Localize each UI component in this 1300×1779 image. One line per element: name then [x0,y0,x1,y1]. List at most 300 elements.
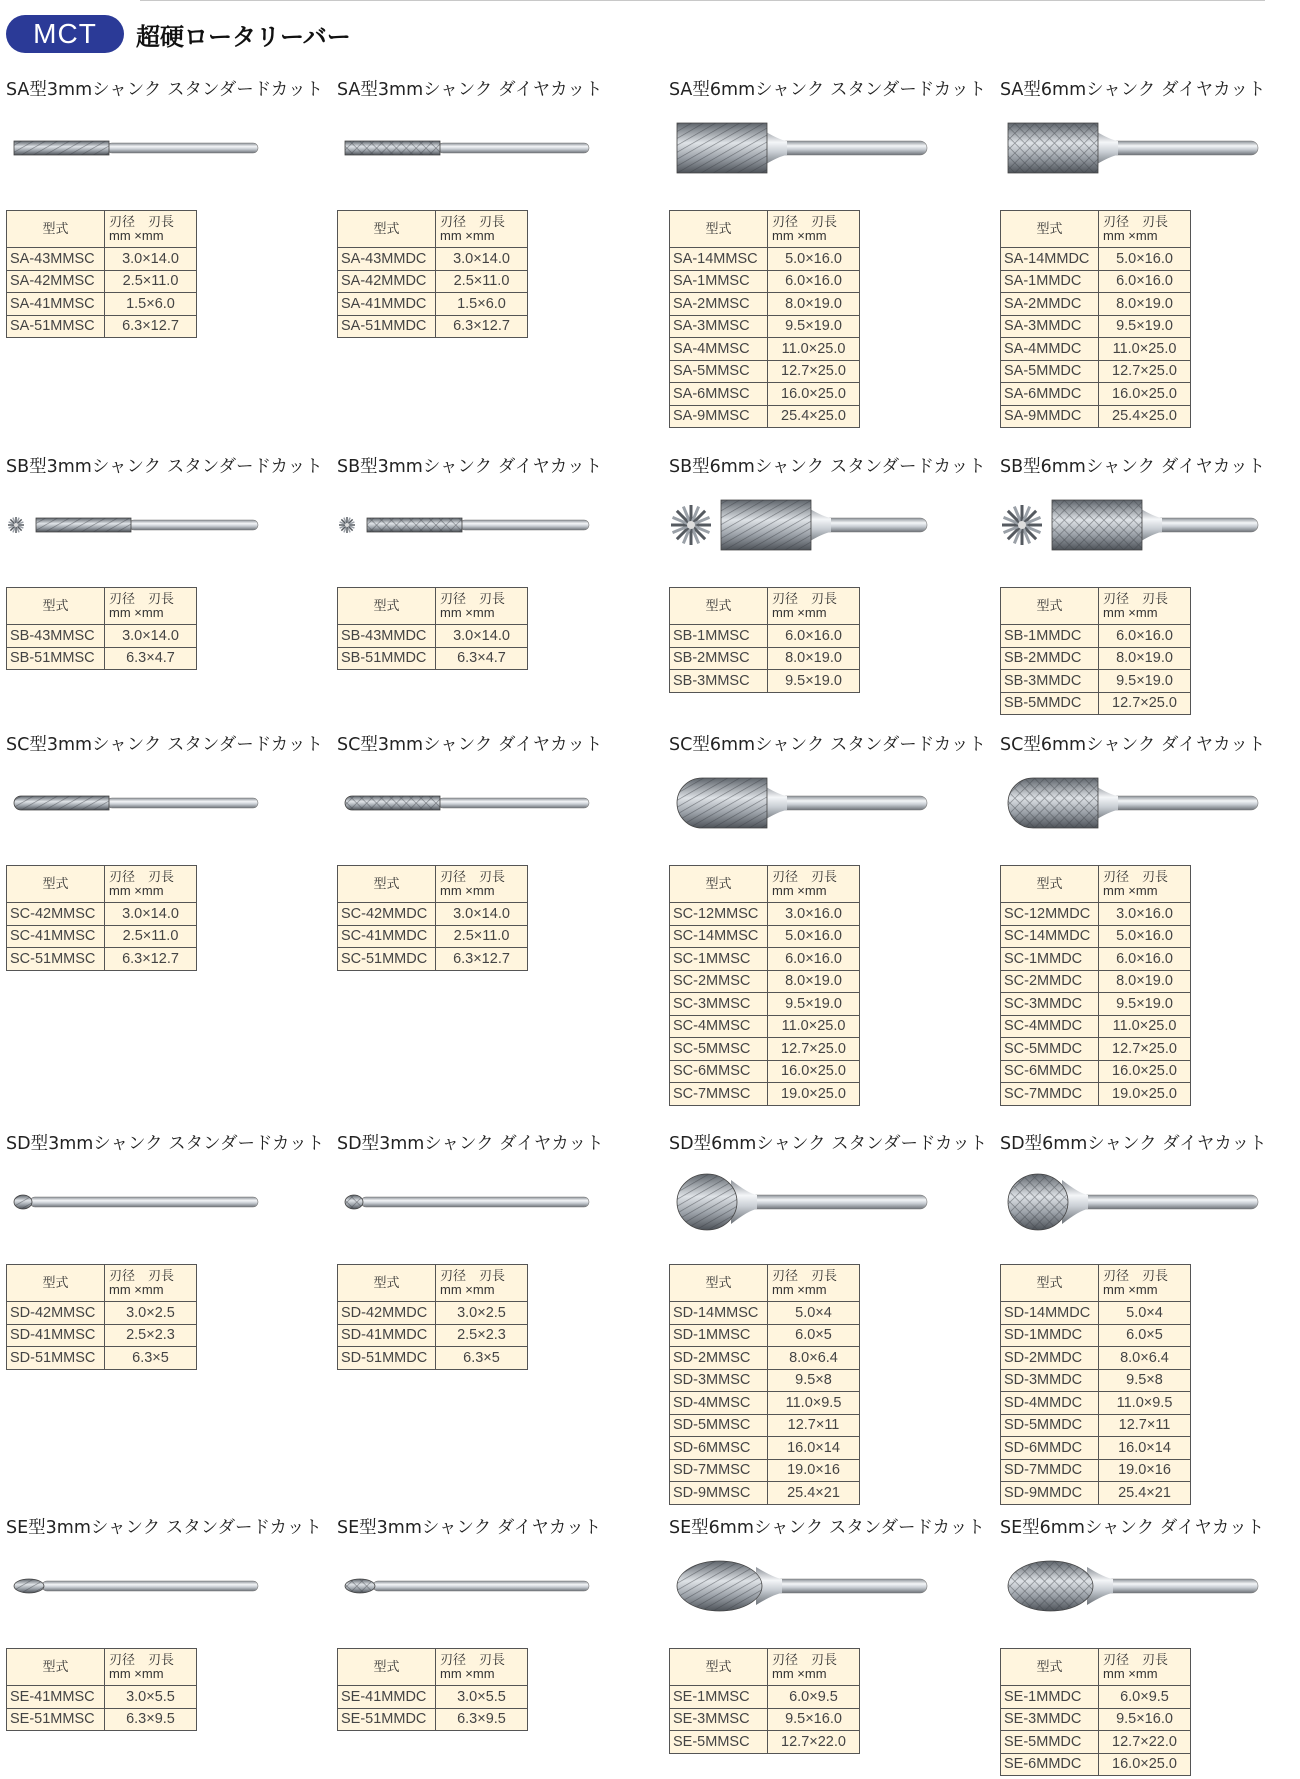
model-number: SA-2MMDC [1001,293,1099,316]
product-section-sb-6mm-standard [669,455,986,689]
spec-table [1000,587,1191,715]
section-title: SD型6mmシャンク ダイヤカット [1000,1134,1267,1154]
model-number: SD-9MMDC [1001,1482,1099,1505]
section-title: SA型6mmシャンク スタンダードカット [669,80,987,100]
rotary-burr-icon [6,108,296,194]
model-number: SC-7MMSC [670,1083,768,1106]
model-number: SC-4MMDC [1001,1015,1099,1038]
table-header-row [7,1265,197,1302]
dimension-value: 12.7×22.0 [768,1731,860,1754]
dimension-value: 9.5×19.0 [768,670,860,693]
model-number: SB-51MMSC [7,647,105,670]
section-title: SB型3mmシャンク ダイヤカット [337,457,603,477]
header-dim-top: 刃径 刃長 [1103,1652,1169,1667]
dimension-value: 8.0×6.4 [768,1347,860,1370]
model-number: SE-5MMSC [670,1731,768,1754]
dimension-value: 25.4×21 [768,1482,860,1505]
table-row [1001,948,1191,971]
header-dim-top: 刃径 刃長 [1103,1268,1169,1283]
product-section-se-6mm-standard [669,1516,985,1750]
dimension-value: 19.0×25.0 [768,1083,860,1106]
model-number: SA-51MMSC [7,315,105,338]
rotary-burr-icon [1000,763,1290,849]
header-model: 型式 [670,588,768,625]
dimension-value: 3.0×14.0 [436,903,528,926]
tool-photo [1000,763,1300,849]
model-number: SC-42MMSC [7,903,105,926]
header-model: 型式 [338,211,436,248]
table-header-row [338,211,528,248]
model-number: SB-43MMDC [338,625,436,648]
table-row [7,1302,197,1325]
header-dim-top: 刃径 刃長 [1103,869,1169,884]
dimension-value: 5.0×16.0 [1099,925,1191,948]
dimension-value: 5.0×4 [768,1302,860,1325]
spec-table [6,1648,197,1731]
spec-table [6,210,197,338]
table-row [1001,383,1191,406]
rotary-burr-icon [669,485,959,571]
header-dim-top: 刃径 刃長 [109,869,175,884]
spec-table [337,210,528,338]
dimension-value: 8.0×19.0 [1099,970,1191,993]
section-title: SA型3mmシャンク スタンダードカット [6,80,324,100]
header-dim-top: 刃径 刃長 [1103,591,1169,606]
product-section-sc-6mm-standard [669,733,987,1102]
header-dimensions [768,1265,860,1302]
dimension-value: 2.5×11.0 [436,270,528,293]
table-row [670,1437,860,1460]
dimension-value: 12.7×25.0 [1099,360,1191,383]
table-header-row [670,211,860,248]
rotary-burr-icon [669,108,959,194]
model-number: SC-42MMDC [338,903,436,926]
table-row [1001,1686,1191,1709]
header-dim-bottom: mm ×mm [109,605,164,620]
model-number: SC-12MMSC [670,903,768,926]
rotary-burr-icon [669,763,959,849]
header-dimensions [1099,1649,1191,1686]
header-dim-top: 刃径 刃長 [440,591,506,606]
dimension-value: 8.0×19.0 [768,970,860,993]
header-dim-bottom: mm ×mm [772,883,827,898]
dimension-value: 9.5×19.0 [768,993,860,1016]
model-number: SB-1MMDC [1001,625,1099,648]
header-dimensions [1099,588,1191,625]
table-row [670,1015,860,1038]
tool-photo [669,763,969,849]
product-section-sd-6mm-standard [669,1132,988,1501]
dimension-value: 16.0×25.0 [1099,1060,1191,1083]
table-row [670,625,860,648]
model-number: SA-6MMSC [670,383,768,406]
table-row [670,405,860,428]
tool-photo [1000,108,1300,194]
table-row [670,1060,860,1083]
model-number: SA-1MMSC [670,270,768,293]
header-dimensions [768,588,860,625]
model-number: SA-42MMSC [7,270,105,293]
dimension-value: 3.0×5.5 [436,1686,528,1709]
tool-photo [337,1546,637,1632]
spec-table [337,865,528,971]
tool-photo [1000,485,1300,571]
header-dimensions [768,211,860,248]
header-model: 型式 [670,1649,768,1686]
header-dim-bottom: mm ×mm [109,1666,164,1681]
model-number: SC-2MMSC [670,970,768,993]
dimension-value: 3.0×16.0 [768,903,860,926]
dimension-value: 11.0×9.5 [1099,1392,1191,1415]
tool-photo [669,485,969,571]
spec-table [669,865,860,1106]
model-number: SE-3MMSC [670,1708,768,1731]
model-number: SD-6MMDC [1001,1437,1099,1460]
header-model: 型式 [7,211,105,248]
dimension-value: 1.5×6.0 [105,293,197,316]
model-number: SA-4MMDC [1001,338,1099,361]
model-number: SA-5MMSC [670,360,768,383]
table-row [670,1392,860,1415]
model-number: SA-9MMSC [670,405,768,428]
product-section-sa-3mm-standard [6,78,324,335]
dimension-value: 6.0×9.5 [768,1686,860,1709]
table-row [1001,1369,1191,1392]
spec-table [1000,210,1191,428]
dimension-value: 6.0×5 [768,1324,860,1347]
model-number: SB-3MMSC [670,670,768,693]
model-number: SD-5MMDC [1001,1414,1099,1437]
page-header [6,14,351,54]
model-number: SC-1MMSC [670,948,768,971]
model-number: SD-2MMDC [1001,1347,1099,1370]
model-number: SE-1MMSC [670,1686,768,1709]
dimension-value: 3.0×16.0 [1099,903,1191,926]
table-row [7,315,197,338]
dimension-value: 12.7×22.0 [1099,1731,1191,1754]
table-row [1001,360,1191,383]
product-section-se-3mm-diamond [337,1516,637,1728]
dimension-value: 6.0×9.5 [1099,1686,1191,1709]
table-row [338,625,528,648]
table-row [670,1324,860,1347]
table-row [1001,1482,1191,1505]
model-number: SC-14MMDC [1001,925,1099,948]
table-row [670,970,860,993]
table-row [1001,1392,1191,1415]
table-row [338,1708,528,1731]
model-number: SC-41MMDC [338,925,436,948]
table-row [7,625,197,648]
section-title: SB型3mmシャンク スタンダードカット [6,457,323,477]
header-dim-bottom: mm ×mm [109,228,164,243]
model-number: SB-51MMDC [338,647,436,670]
dimension-value: 1.5×6.0 [436,293,528,316]
tool-photo [337,1162,637,1248]
dimension-value: 12.7×25.0 [768,1038,860,1061]
model-number: SC-5MMDC [1001,1038,1099,1061]
tool-photo [669,108,969,194]
model-number: SB-2MMDC [1001,647,1099,670]
model-number: SC-3MMSC [670,993,768,1016]
model-number: SC-2MMDC [1001,970,1099,993]
dimension-value: 8.0×19.0 [768,647,860,670]
table-header-row [7,588,197,625]
model-number: SE-41MMSC [7,1686,105,1709]
section-title: SA型6mmシャンク ダイヤカット [1000,80,1266,100]
model-number: SB-3MMDC [1001,670,1099,693]
table-header-row [338,588,528,625]
spec-table [337,587,528,670]
model-number: SA-14MMDC [1001,248,1099,271]
tool-photo [337,763,637,849]
table-row [1001,903,1191,926]
dimension-value: 12.7×11 [768,1414,860,1437]
dimension-value: 12.7×25.0 [768,360,860,383]
table-row [670,948,860,971]
model-number: SD-42MMDC [338,1302,436,1325]
model-number: SC-51MMDC [338,948,436,971]
header-dim-bottom: mm ×mm [440,605,495,620]
dimension-value: 3.0×14.0 [436,248,528,271]
tool-photo [337,108,637,194]
section-title: SA型3mmシャンク ダイヤカット [337,80,603,100]
header-model: 型式 [1001,1265,1099,1302]
header-dim-bottom: mm ×mm [440,883,495,898]
model-number: SD-4MMSC [670,1392,768,1415]
dimension-value: 9.5×19.0 [768,315,860,338]
section-title: SE型3mmシャンク ダイヤカット [337,1518,602,1538]
header-dim-top: 刃径 刃長 [440,214,506,229]
dimension-value: 8.0×19.0 [1099,647,1191,670]
model-number: SD-7MMDC [1001,1459,1099,1482]
rotary-burr-icon [337,1546,627,1632]
table-row [1001,405,1191,428]
spec-table [1000,1264,1191,1505]
table-header-row [1001,211,1191,248]
model-number: SE-6MMDC [1001,1753,1099,1776]
dimension-value: 12.7×25.0 [1099,692,1191,715]
table-row [338,1302,528,1325]
model-number: SA-14MMSC [670,248,768,271]
dimension-value: 6.0×16.0 [1099,948,1191,971]
dimension-value: 11.0×25.0 [1099,1015,1191,1038]
table-row [1001,248,1191,271]
tool-photo [6,1546,306,1632]
table-row [1001,1347,1191,1370]
model-number: SC-6MMSC [670,1060,768,1083]
section-title: SB型6mmシャンク スタンダードカット [669,457,986,477]
rotary-burr-icon [6,1162,296,1248]
table-row [338,248,528,271]
dimension-value: 6.3×4.7 [105,647,197,670]
table-row [1001,1731,1191,1754]
spec-table [669,1264,860,1505]
dimension-value: 16.0×25.0 [1099,1753,1191,1776]
header-dim-bottom: mm ×mm [109,883,164,898]
model-number: SC-14MMSC [670,925,768,948]
table-header-row [1001,1265,1191,1302]
model-number: SE-51MMDC [338,1708,436,1731]
model-number: SD-9MMSC [670,1482,768,1505]
model-number: SA-43MMSC [7,248,105,271]
table-row [670,1459,860,1482]
dimension-value: 2.5×11.0 [105,270,197,293]
dimension-value: 19.0×25.0 [1099,1083,1191,1106]
model-number: SA-3MMSC [670,315,768,338]
header-dimensions [105,866,197,903]
dimension-value: 6.3×9.5 [105,1708,197,1731]
header-model: 型式 [338,866,436,903]
section-title: SB型6mmシャンク ダイヤカット [1000,457,1266,477]
dimension-value: 3.0×2.5 [105,1302,197,1325]
header-dimensions [436,866,528,903]
table-row [338,270,528,293]
table-row [670,248,860,271]
rotary-burr-icon [1000,485,1290,571]
header-dimensions [1099,1265,1191,1302]
table-row [338,293,528,316]
model-number: SD-3MMSC [670,1369,768,1392]
model-number: SE-1MMDC [1001,1686,1099,1709]
table-row [1001,970,1191,993]
section-title: SC型6mmシャンク スタンダードカット [669,735,987,755]
header-dimensions [1099,866,1191,903]
dimension-value: 8.0×6.4 [1099,1347,1191,1370]
dimension-value: 6.3×9.5 [436,1708,528,1731]
table-row [7,270,197,293]
header-dim-bottom: mm ×mm [440,1666,495,1681]
rotary-burr-icon [6,763,296,849]
dimension-value: 6.3×5 [436,1347,528,1370]
table-row [1001,993,1191,1016]
dimension-value: 11.0×25.0 [1099,338,1191,361]
rotary-burr-icon [337,1162,627,1248]
page-title: 超硬ロータリーバー [136,22,351,51]
dimension-value: 9.5×19.0 [1099,670,1191,693]
header-dimensions [436,588,528,625]
header-dim-bottom: mm ×mm [440,1282,495,1297]
model-number: SA-42MMDC [338,270,436,293]
spec-table [1000,1648,1191,1776]
model-number: SD-14MMDC [1001,1302,1099,1325]
spec-table [1000,865,1191,1106]
table-row [338,315,528,338]
model-number: SA-51MMDC [338,315,436,338]
dimension-value: 11.0×25.0 [768,1015,860,1038]
tool-photo [6,1162,306,1248]
tool-photo [6,485,306,571]
section-title: SC型3mmシャンク スタンダードカット [6,735,324,755]
rotary-burr-icon [6,485,296,571]
dimension-value: 5.0×16.0 [768,248,860,271]
table-row [1001,1708,1191,1731]
dimension-value: 25.4×25.0 [1099,405,1191,428]
table-row [7,903,197,926]
model-number: SA-5MMDC [1001,360,1099,383]
header-dim-top: 刃径 刃長 [772,214,838,229]
brand-badge: MCT [6,15,124,53]
table-row [7,293,197,316]
product-section-sb-6mm-diamond [1000,455,1300,712]
rotary-burr-icon [669,1546,959,1632]
dimension-value: 25.4×25.0 [768,405,860,428]
header-model: 型式 [670,1265,768,1302]
table-row [670,270,860,293]
model-number: SC-3MMDC [1001,993,1099,1016]
tool-photo [669,1546,969,1632]
model-number: SD-2MMSC [670,1347,768,1370]
product-section-sc-3mm-diamond [337,733,637,967]
top-rule [140,0,1265,1]
header-dim-top: 刃径 刃長 [440,869,506,884]
dimension-value: 6.3×12.7 [436,315,528,338]
model-number: SB-5MMDC [1001,692,1099,715]
dimension-value: 9.5×8 [768,1369,860,1392]
model-number: SD-41MMSC [7,1324,105,1347]
model-number: SD-4MMDC [1001,1392,1099,1415]
table-row [1001,925,1191,948]
header-model: 型式 [1001,211,1099,248]
header-dimensions [768,866,860,903]
header-dimensions [1099,211,1191,248]
header-model: 型式 [670,866,768,903]
header-dim-bottom: mm ×mm [1103,605,1158,620]
header-dim-bottom: mm ×mm [772,605,827,620]
header-dimensions [105,588,197,625]
section-title: SE型6mmシャンク スタンダードカット [669,1518,985,1538]
table-row [1001,625,1191,648]
table-header-row [1001,1649,1191,1686]
table-row [1001,338,1191,361]
table-row [670,1347,860,1370]
product-section-sb-3mm-standard [6,455,323,667]
table-row [1001,1015,1191,1038]
section-title: SE型6mmシャンク ダイヤカット [1000,1518,1265,1538]
table-row [1001,1437,1191,1460]
spec-table [669,587,860,693]
table-row [7,248,197,271]
dimension-value: 6.3×4.7 [436,647,528,670]
header-dim-top: 刃径 刃長 [772,1652,838,1667]
model-number: SE-3MMDC [1001,1708,1099,1731]
rotary-burr-icon [337,763,627,849]
model-number: SD-6MMSC [670,1437,768,1460]
dimension-value: 9.5×19.0 [1099,993,1191,1016]
spec-table [337,1264,528,1370]
dimension-value: 16.0×25.0 [768,1060,860,1083]
header-dim-bottom: mm ×mm [1103,1282,1158,1297]
table-row [7,647,197,670]
spec-table [669,1648,860,1754]
dimension-value: 12.7×25.0 [1099,1038,1191,1061]
header-dimensions [105,1265,197,1302]
dimension-value: 5.0×16.0 [768,925,860,948]
header-model: 型式 [1001,588,1099,625]
table-row [1001,1753,1191,1776]
dimension-value: 12.7×11 [1099,1414,1191,1437]
table-row [1001,1083,1191,1106]
header-model: 型式 [7,1265,105,1302]
header-dim-bottom: mm ×mm [440,228,495,243]
table-row [670,1686,860,1709]
dimension-value: 19.0×16 [768,1459,860,1482]
model-number: SA-41MMDC [338,293,436,316]
header-dim-top: 刃径 刃長 [109,1652,175,1667]
dimension-value: 16.0×14 [1099,1437,1191,1460]
table-header-row [338,866,528,903]
header-model: 型式 [338,1649,436,1686]
